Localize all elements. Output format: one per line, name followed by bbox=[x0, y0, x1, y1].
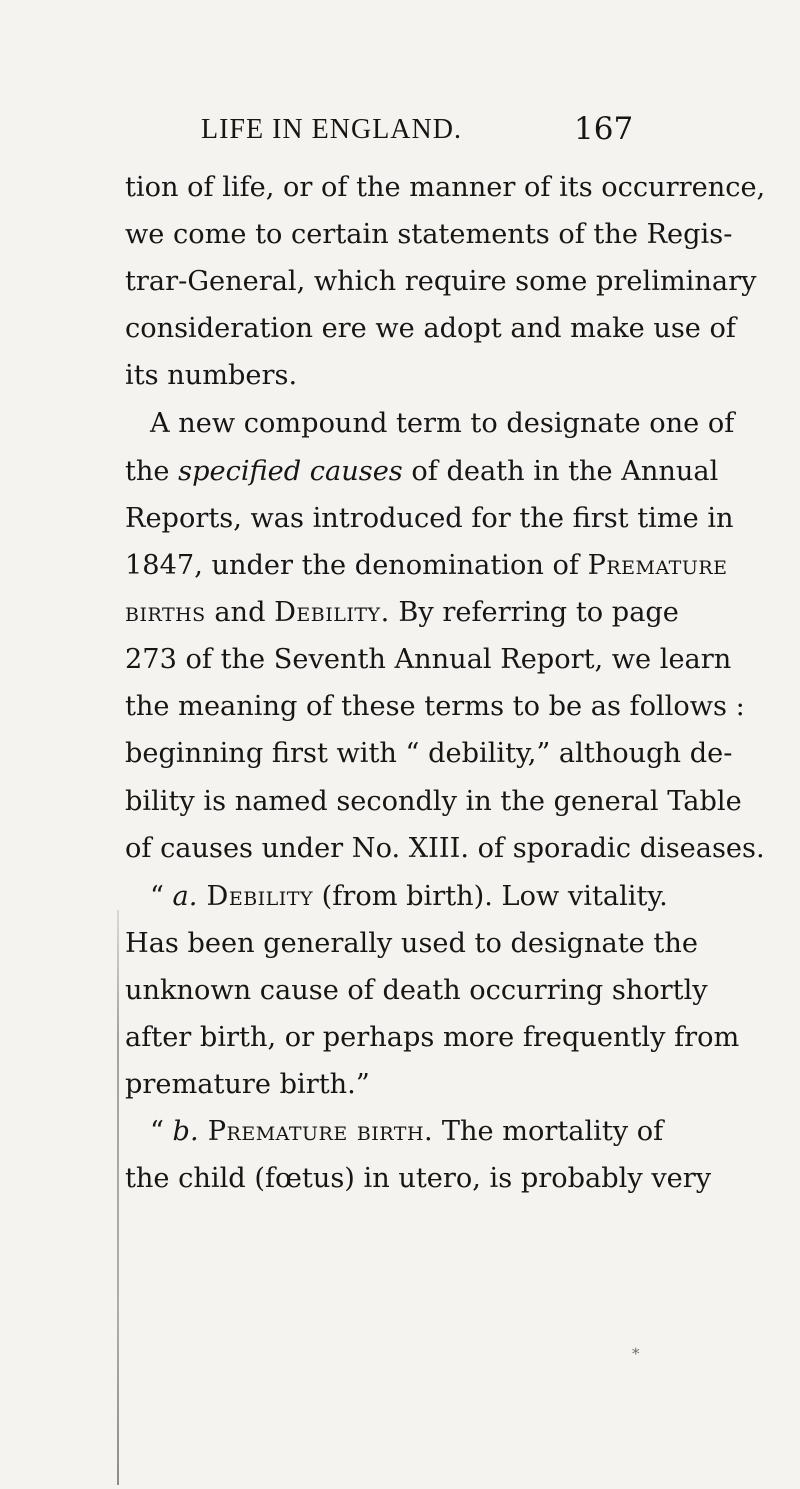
text-line: premature birth.” bbox=[125, 1069, 370, 1100]
text-run: (from birth). Low vitality. bbox=[313, 881, 668, 912]
small-caps-text: Debility bbox=[197, 881, 314, 912]
ink-mark-icon: ⁎ bbox=[632, 1340, 640, 1358]
small-caps-text: births bbox=[125, 597, 206, 628]
text-run: “ bbox=[150, 881, 173, 912]
small-caps-text: Debility. bbox=[274, 597, 390, 628]
text-line: 273 of the Seventh Annual Report, we learn bbox=[125, 644, 732, 675]
italic-text: b. bbox=[172, 1116, 199, 1147]
header-title: LIFE IN ENGLAND. bbox=[201, 114, 462, 145]
text-line: bility is named secondly in the general Table bbox=[125, 786, 742, 817]
italic-text: specified causes bbox=[178, 456, 403, 487]
text-run: By referring to page bbox=[389, 597, 679, 628]
text-line: the child (fœtus) in utero, is probably very bbox=[125, 1163, 712, 1194]
text-line bbox=[150, 879, 668, 915]
italic-text: a. bbox=[172, 881, 198, 912]
text-line: A new compound term to designate one of bbox=[150, 408, 735, 439]
small-caps-text: Premature bbox=[587, 550, 728, 581]
text-run: of death in the Annual bbox=[402, 456, 719, 487]
small-caps-text: Premature birth. bbox=[198, 1116, 434, 1147]
text-line: its numbers. bbox=[125, 360, 298, 391]
page-margin-shadow bbox=[117, 910, 119, 1485]
text-run: the bbox=[125, 456, 179, 487]
text-line: we come to certain statements of the Regis- bbox=[125, 219, 733, 250]
text-line bbox=[125, 454, 718, 490]
text-line: the meaning of these terms to be as follows : bbox=[125, 691, 745, 722]
page-number: 167 bbox=[574, 111, 634, 147]
text-line: after birth, or perhaps more frequently from bbox=[125, 1022, 740, 1053]
text-line: tion of life, or of the manner of its occurrence, bbox=[125, 172, 766, 203]
running-header bbox=[0, 104, 800, 160]
text-line: consideration ere we adopt and make use of bbox=[125, 313, 736, 344]
text-line: beginning first with “ debility,” although de- bbox=[125, 738, 733, 769]
text-line bbox=[150, 1114, 663, 1150]
text-line: Reports, was introduced for the first time in bbox=[125, 503, 734, 534]
text-line: of causes under No. XIII. of sporadic diseases. bbox=[125, 833, 765, 864]
text-line bbox=[125, 595, 679, 631]
text-line: Has been generally used to designate the bbox=[125, 928, 698, 959]
text-line: trar-General, which require some preliminary bbox=[125, 266, 757, 297]
text-run: “ bbox=[150, 1116, 173, 1147]
text-run: 1847, under the denomination of bbox=[125, 550, 588, 581]
text-line: unknown cause of death occurring shortly bbox=[125, 975, 708, 1006]
text-line bbox=[125, 548, 728, 584]
text-run: The mortality of bbox=[433, 1116, 664, 1147]
text-run: and bbox=[205, 597, 275, 628]
